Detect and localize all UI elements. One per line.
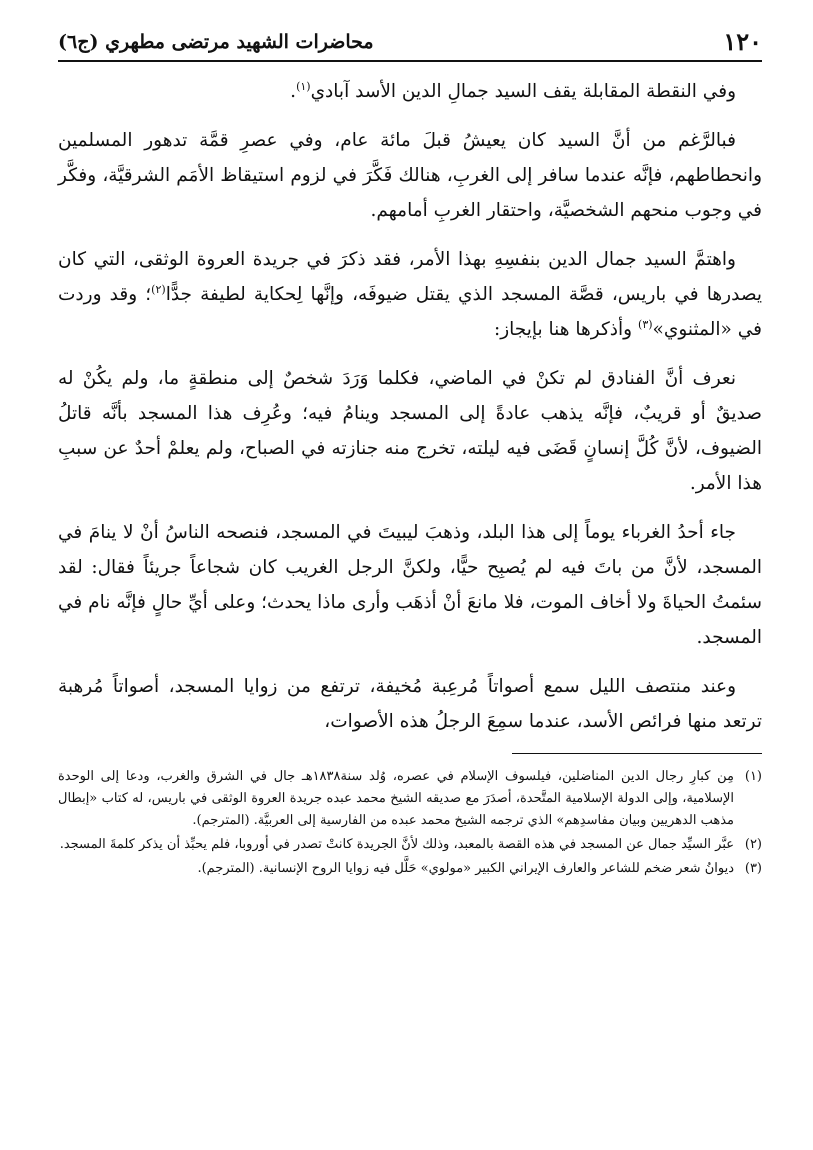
page-number: ١٢٠ <box>723 27 762 56</box>
paragraph-text: واهتمَّ السيد جمال الدين بنفسِهِ بهذا الأمر، فقد ذكرَ في جريدة العروة الوثقى، التي كان يصدرها في باريس، قصَّة المسجد الذي يقتل ضيوفَه، وإنَّها لِحكاية لطيفة جدًّا <box>58 249 763 305</box>
paragraph-text: وعند منتصف الليل سمع أصواتاً مُرعِبة مُخيفة، ترتفع من زوايا المسجد، أصواتاً مُرهبة ترتعد منها فرائص الأسد، عندما سمِعَ الرجلُ هذه الأصوات، <box>58 676 762 732</box>
footnote-text: ديوانُ شعر ضخم للشاعر والعارف الإيراني الكبير «مولوي» حَلَّل فيه زوايا الروح الإنسانية. (المترجم). <box>197 861 734 876</box>
paragraph-text: وفي النقطة المقابلة يقف السيد جمالِ الدين الأسد آبادي <box>310 81 736 102</box>
running-title: محاضرات الشهيد مرتضى مطهري (ج٦) <box>58 31 374 53</box>
paragraph-text: جاء أحدُ الغرباء يوماً إلى هذا البلد، وذهبَ ليبيتَ في المسجد، فنصحه الناسُ أنْ لا ينامَ في المسجد، لأنَّ من باتَ فيه لم يُصبِح حيًّا، ولكنَّ الرجل الغريب كان شجاعاً جريئاً فقال: لقد سئمتُ الحياةَ ولا أخاف الموت، فلا مانعَ أنْ أذهَب وأرى ماذا يحدث؛ وعلى أيِّ حالٍ فإنَّه نام في المسجد. <box>58 522 762 648</box>
book-page <box>58 28 762 882</box>
footnote <box>58 834 762 856</box>
footnote-number: (٢) <box>744 837 762 852</box>
footnote <box>58 766 762 832</box>
footnote-divider <box>512 753 762 754</box>
footnote-number: (١) <box>744 769 762 784</box>
footnote-ref: (١) <box>296 79 311 93</box>
paragraph <box>58 669 762 739</box>
paragraph-text-end: . <box>290 81 297 102</box>
footnote-text: عبَّر السيِّد جمال عن المسجد في هذه القصة بالمعبد، وذلك لأنَّ الجريدة كانتْ تصدر في أوروبا، فلم يحبِّذ أن يذكر كلمةَ المسجد. <box>59 837 734 852</box>
paragraph-text-mid: ؛ وقد وردت في «المثنوي» <box>58 284 762 340</box>
paragraph-text: نعرف أنَّ الفنادق لم تكنْ في الماضي، فكلما وَرَدَ شخصٌ إلى منطقةٍ ما، ولم يكُنْ له صديقٌ أو قريبٌ، فإنَّه يذهب عادةً إلى المسجد وينامُ فيه؛ وعُرِف هذا المسجد بأنَّه قاتلُ الضيوف، لأنَّ كُلَّ إنسانٍ قَضَى فيه ليلته، تخرج منه جنازته في الصباح، ولم يعلمْ أحدٌ عن سببِ هذا الأمر. <box>58 368 762 494</box>
footnote <box>58 858 762 880</box>
page-header <box>58 28 762 62</box>
footnote-ref: (٣) <box>638 317 653 331</box>
paragraph <box>58 74 762 109</box>
paragraph <box>58 361 762 501</box>
body-text <box>58 74 762 739</box>
footnote-ref: (٢) <box>151 282 166 296</box>
paragraph <box>58 123 762 228</box>
paragraph-text-end: وأذكرها هنا بإيجاز: <box>493 319 639 340</box>
paragraph <box>58 515 762 655</box>
footnote-number: (٣) <box>744 861 762 876</box>
footnotes <box>58 766 762 880</box>
paragraph-text: فبالرَّغم من أنَّ السيد كان يعيشُ قبلَ مائة عام، وفي عصرِ قمَّة تدهور المسلمين وانحطاطهم، فإنَّه عندما سافر إلى الغربِ، هنالك فَكَّرَ في لزوم استيقاظ الأمَم الشرقيَّة، وفكَّر في وجوب منحهم الشخصيَّة، واحتقار الغربِ أمامهم. <box>58 130 762 221</box>
paragraph <box>58 242 762 347</box>
footnote-text: مِن كبارِ رجال الدين المناضلين، فيلسوف الإسلام في عصره، وُلد سنة١٨٣٨هـ جال في الشرق والغرب، ودعا إلى الوحدة الإسلامية، وإلى الدولة الإسلامية المتَّحدة، أصدَرَ مع صديقه الشيخ محمد عبده جريدة العروة الوثقى في باريس، له كتاب «إبطال مذهب الدهريين وبيان مفاسدِهم» الذي ترجمه الشيخ محمد عبده من الفارسية إلى العربيَّة. (المترجم). <box>58 769 734 828</box>
